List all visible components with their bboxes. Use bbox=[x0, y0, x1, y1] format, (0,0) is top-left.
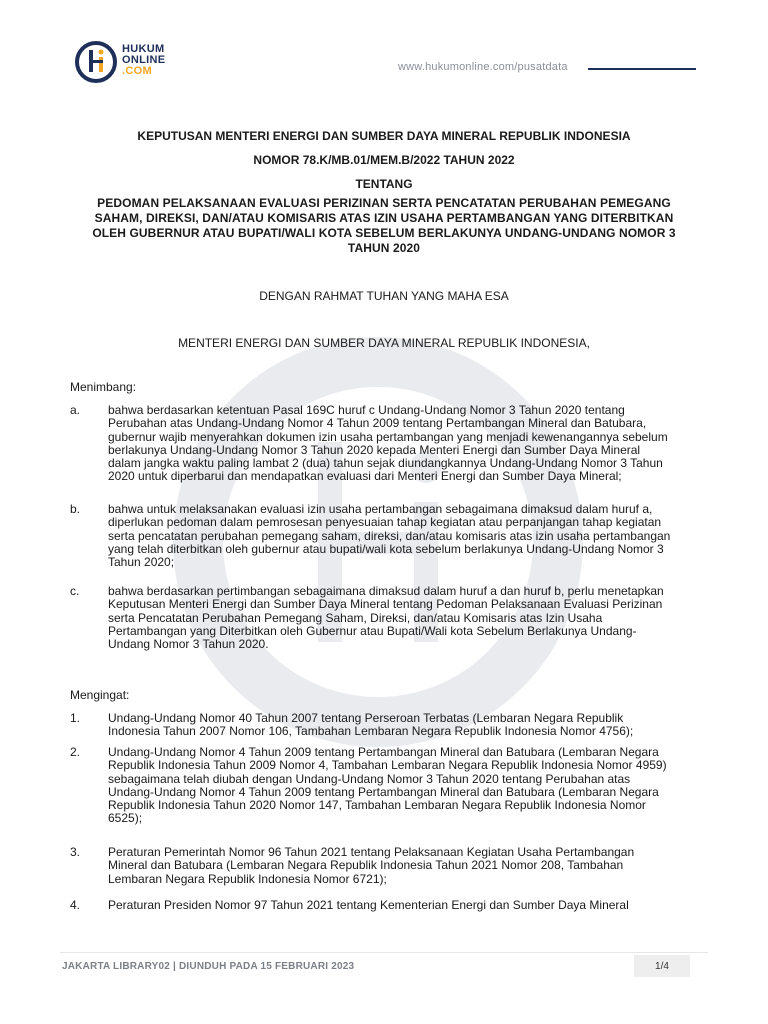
logo-line1: HUKUM bbox=[122, 43, 165, 55]
header-url-link[interactable]: www.hukumonline.com/pusatdata bbox=[398, 61, 568, 73]
item-line: 2020 untuk diperbarui dan mendapatkan evaluasi dari Menteri Energi dan Sumber Daya Mineral; bbox=[108, 469, 622, 484]
item-line: Undang-Undang Nomor 4 Tahun 2009 tentang Pertambangan Mineral dan Batubara (Lembaran Negara bbox=[108, 745, 659, 759]
item-line: yang telah diterbitkan oleh gubernur atau bupati/wali kota sebelum berlakunya Undang-Undang Nomor 3 bbox=[108, 541, 664, 556]
item-line: Keputusan Menteri Energi dan Sumber Daya Mineral tentang Pedoman Pelaksanaan Evaluasi Perizinan bbox=[108, 597, 663, 612]
logo-line3: .COM bbox=[122, 65, 152, 77]
item-line: serta Pencatatan Perubahan Pemegang Saham, Direksi, dan/atau Komisaris atas Izin Usaha bbox=[108, 610, 603, 625]
item-line: Undang-Undang Nomor 4 Tahun 2009 tentang Pertambangan Mineral dan Batubara (Lembaran Negara bbox=[108, 784, 659, 799]
subject-line: OLEH GUBERNUR ATAU BUPATI/WALI KOTA SEBELUM BERLAKUNYA UNDANG-UNDANG NOMOR 3 bbox=[92, 226, 676, 240]
item-line: Undang Nomor 3 Tahun 2020. bbox=[108, 637, 269, 652]
subject-line: SAHAM, DIREKSI, DAN/ATAU KOMISARIS ATAS IZIN USAHA PERTAMBANGAN YANG DITERBITKAN bbox=[94, 211, 674, 225]
item-line: Republik Indonesia Tahun 2009 Nomor 4, Tambahan Lembaran Negara Republik Indonesia Nomor 4959) bbox=[108, 758, 667, 773]
item-line: bahwa berdasarkan pertimbangan sebagaimana dimaksud dalam huruf a dan huruf b, perlu menetapkan bbox=[108, 584, 664, 598]
item-line: Undang-Undang Nomor 40 Tahun 2007 tentang Perseroan Terbatas (Lembaran Negara Republik bbox=[108, 711, 624, 725]
list-item bbox=[70, 585, 700, 651]
title-line2: NOMOR 78.K/MB.01/MEM.B/2022 TAHUN 2022 bbox=[253, 153, 515, 167]
logo-wordmark bbox=[122, 44, 165, 77]
item-line: Peraturan Presiden Nomor 97 Tahun 2021 tentang Kementerian Energi dan Sumber Daya Mineral bbox=[108, 898, 629, 912]
preamble-line1: DENGAN RAHMAT TUHAN YANG MAHA ESA bbox=[259, 289, 509, 303]
item-line: Mineral dan Batubara (Lembaran Negara Republik Indonesia Tahun 2021 Nomor 208, Tambahan bbox=[108, 858, 624, 873]
item-line: Indonesia Tahun 2007 Nomor 106, Tambahan Lembaran Negara Republik Indonesia Nomor 4756); bbox=[108, 724, 634, 739]
item-marker: b. bbox=[70, 502, 81, 516]
list-item bbox=[70, 746, 700, 826]
item-line: serta pencatatan perubahan pemegang saham, direksi, dan/atau komisaris atas izin usaha pertambangan bbox=[108, 528, 671, 543]
item-line: Tahun 2020; bbox=[108, 555, 175, 570]
title-line1: KEPUTUSAN MENTERI ENERGI DAN SUMBER DAYA MINERAL REPUBLIK INDONESIA bbox=[137, 129, 631, 143]
subject-line: PEDOMAN PELAKSANAAN EVALUASI PERIZINAN SERTA PENCATATAN PERUBAHAN PEMEGANG bbox=[97, 196, 671, 210]
item-line: dalam jangka waktu paling lambat 2 (dua) tahun sejak diundangkannya Undang-Undang Nomor 3 Tahun bbox=[108, 456, 663, 471]
header-divider bbox=[588, 68, 696, 70]
preamble-line2: MENTERI ENERGI DAN SUMBER DAYA MINERAL REPUBLIK INDONESIA, bbox=[178, 336, 590, 350]
footer-divider bbox=[60, 952, 708, 953]
menimbang-label: Menimbang: bbox=[70, 380, 137, 394]
list-item bbox=[70, 712, 700, 739]
item-line: Republik Indonesia Tahun 2020 Nomor 147, Tambahan Lembaran Negara Republik Indonesia Nomor bbox=[108, 798, 646, 813]
item-line: diperlukan pedoman dalam pemrosesan penyesuaian tahap kegiatan atau perpanjangan tahap kegiatan bbox=[108, 515, 662, 530]
item-line: Pertambangan yang Diterbitkan oleh Gubernur atau Bupati/Wali kota Sebelum Berlakunya Undang- bbox=[108, 623, 637, 638]
item-marker: 1. bbox=[70, 711, 81, 725]
logo-line2: ONLINE bbox=[122, 54, 166, 66]
list-item bbox=[70, 899, 700, 912]
title-subject bbox=[60, 196, 708, 256]
item-marker: c. bbox=[70, 584, 80, 598]
page-number-badge: 1/4 bbox=[634, 955, 690, 977]
list-item bbox=[70, 404, 700, 484]
hukumonline-logo[interactable] bbox=[74, 40, 204, 92]
mengingat-label: Mengingat: bbox=[70, 688, 130, 702]
list-item bbox=[70, 846, 700, 886]
item-marker: a. bbox=[70, 403, 81, 417]
item-line: Lembaran Negara Republik Indonesia Nomor 6721); bbox=[108, 871, 387, 886]
item-marker: 4. bbox=[70, 898, 81, 912]
item-marker: 2. bbox=[70, 745, 81, 759]
footer-download-info: JAKARTA LIBRARY02 | DIUNDUH PADA 15 FEBRUARI 2023 bbox=[62, 961, 355, 972]
item-line: Perubahan atas Undang-Undang Nomor 4 Tahun 2009 tentang Pertambangan Mineral dan Batubara, bbox=[108, 416, 647, 431]
title-line3: TENTANG bbox=[355, 177, 413, 191]
item-marker: 3. bbox=[70, 845, 81, 859]
list-item bbox=[70, 503, 700, 569]
item-line: 6525); bbox=[108, 811, 143, 826]
item-line: Peraturan Pemerintah Nomor 96 Tahun 2021 tentang Pelaksanaan Kegiatan Usaha Pertambangan bbox=[108, 845, 635, 859]
subject-line: TAHUN 2020 bbox=[347, 241, 421, 255]
item-line: bahwa untuk melaksanakan evaluasi izin usaha pertambangan sebagaimana dimaksud dalam huruf a, bbox=[108, 502, 653, 516]
item-line: sebagaimana telah diubah dengan Undang-Undang Nomor 3 Tahun 2020 tentang Perubahan atas bbox=[108, 771, 631, 786]
item-line: bahwa berdasarkan ketentuan Pasal 169C huruf c Undang-Undang Nomor 3 Tahun 2020 tentang bbox=[108, 403, 625, 417]
item-line: gubernur wajib menyerahkan dokumen izin usaha pertambangan yang menjadi kewenangannya sebelum bbox=[108, 429, 668, 444]
logo-h-icon bbox=[74, 40, 118, 84]
item-line: berlakunya Undang-Undang Nomor 3 Tahun 2020 kepada Menteri Energi dan Sumber Daya Mineral bbox=[108, 442, 641, 457]
